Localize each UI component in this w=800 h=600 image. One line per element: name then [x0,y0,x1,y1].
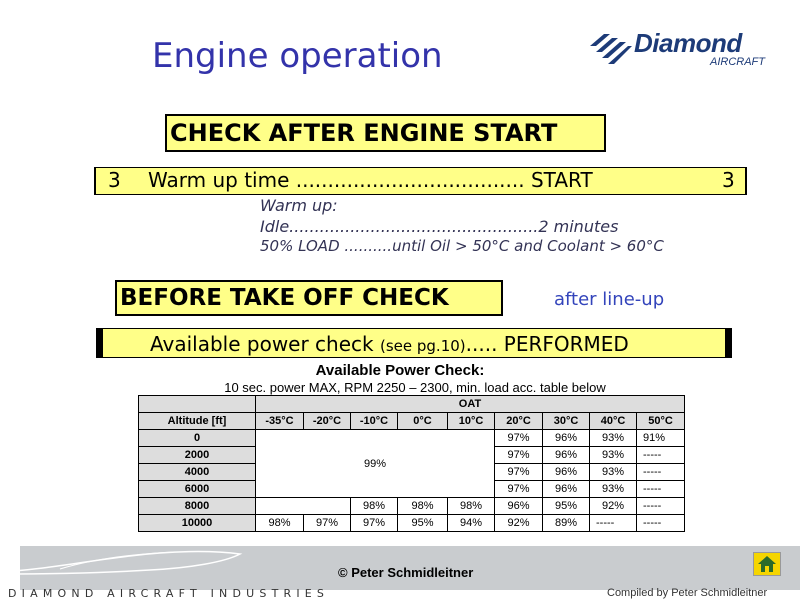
table-header-row-temps [139,413,685,430]
altitude-cell: 2000 [139,447,256,464]
diamond-aircraft-logo [588,28,778,72]
table-cell: 97% [351,515,398,532]
temp-header: 50°C [637,413,685,430]
load-line: 50% LOAD ..........until Oil > 50°C and Coolant > 60°C [260,237,664,255]
merged-value-cell: 99% [256,430,495,498]
altitude-header: Altitude [ft] [139,413,256,430]
idle-line: Idle.................................................2 minutes [260,217,619,236]
altitude-cell: 6000 [139,481,256,498]
warmup-step-text: Warm up time .................................... START [148,168,593,192]
warmup-step-number-right: 3 [722,168,735,192]
aircraft-silhouette-icon [0,542,330,582]
table-cell: 97% [495,464,543,481]
temp-header: 40°C [590,413,637,430]
altitude-cell: 4000 [139,464,256,481]
table-cell: 93% [590,447,637,464]
check-after-engine-start-heading: CHECK AFTER ENGINE START [165,114,606,152]
warmup-step-number-left: 3 [108,168,121,192]
logo-wordmark: Diamond [634,28,742,58]
altitude-cell: 10000 [139,515,256,532]
power-check-reference: (see pg.10) [379,337,466,355]
table-cell: 97% [495,430,543,447]
table-cell: 91% [637,430,685,447]
page-title: Engine operation [152,36,443,76]
power-check-main: Available power check [150,332,380,356]
table-cell: ----- [637,481,685,498]
footer-copyright: © Peter Schmidleitner [338,565,474,580]
table-cell: 96% [543,430,590,447]
available-power-subtitle: 10 sec. power MAX, RPM 2250 – 2300, min. load acc. table below [224,380,606,395]
table-cell: 96% [543,464,590,481]
diamond-logo-icon [588,32,634,66]
table-row [139,515,685,532]
table-row [139,498,685,515]
home-button[interactable] [753,552,781,576]
table-cell: 93% [590,464,637,481]
compiled-by-credit: Compiled by Peter Schmidleitner [607,587,768,599]
table-cell: 98% [398,498,448,515]
home-icon [754,553,780,575]
altitude-cell: 0 [139,430,256,447]
temp-header: -20°C [304,413,351,430]
temp-header: 20°C [495,413,543,430]
table-cell: 98% [351,498,398,515]
warmup-label: Warm up: [260,196,338,215]
table-cell: 93% [590,481,637,498]
logo-subtitle: AIRCRAFT [710,56,765,68]
available-power-table [138,395,685,532]
altitude-cell: 8000 [139,498,256,515]
temp-header: 30°C [543,413,590,430]
power-check-result: ..... PERFORMED [465,332,629,356]
table-cell: 89% [543,515,590,532]
table-header-row-oat [139,396,685,413]
table-cell: 92% [495,515,543,532]
table-row [139,430,685,447]
table-cell: ----- [637,464,685,481]
table-cell: ----- [590,515,637,532]
table-cell: ----- [637,447,685,464]
table-cell: 98% [448,498,495,515]
table-cell: ----- [637,498,685,515]
table-cell: 94% [448,515,495,532]
temp-header: -35°C [256,413,304,430]
table-cell: 95% [398,515,448,532]
table-cell: 95% [543,498,590,515]
temp-header: 0°C [398,413,448,430]
footer-company-name: DIAMOND AIRCRAFT INDUSTRIES [8,587,330,600]
temp-header: -10°C [351,413,398,430]
table-cell: 96% [543,481,590,498]
table-cell: 98% [256,515,304,532]
table-cell: ----- [637,515,685,532]
available-power-title: Available Power Check: [315,362,485,379]
temp-header: 10°C [448,413,495,430]
table-cell: 96% [543,447,590,464]
table-cell: 96% [495,498,543,515]
after-line-up-note: after line-up [554,289,665,310]
table-cell: 97% [495,447,543,464]
table-cell: 97% [304,515,351,532]
power-check-text [150,332,629,356]
table-cell: 97% [495,481,543,498]
table-cell: 93% [590,430,637,447]
before-take-off-check-heading: BEFORE TAKE OFF CHECK [115,280,503,316]
oat-header: OAT [256,396,685,413]
table-cell: 92% [590,498,637,515]
